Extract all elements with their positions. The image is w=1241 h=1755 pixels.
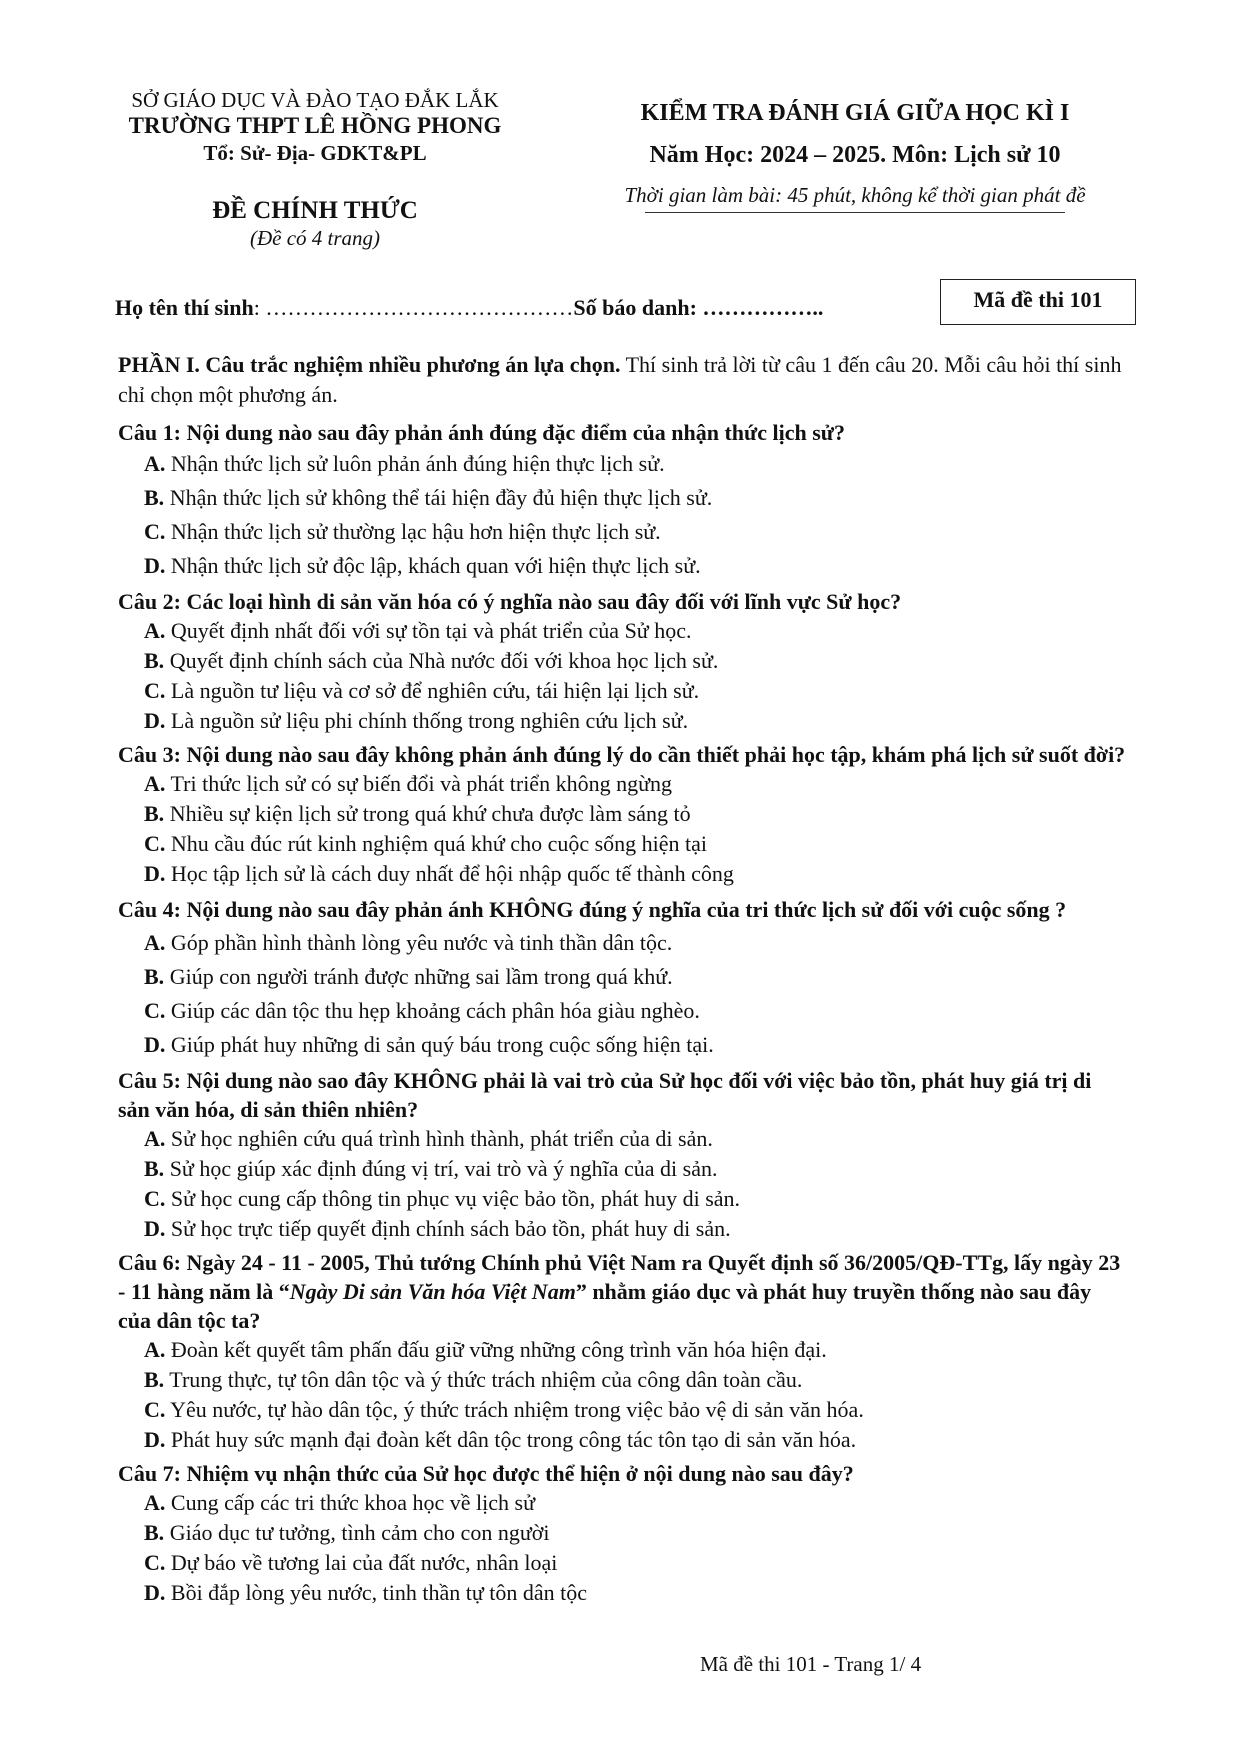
option-key: D.: [144, 1427, 166, 1452]
option-text: Góp phần hình thành lòng yêu nước và tinh thần dân tộc.: [165, 930, 673, 955]
option-key: C.: [144, 519, 166, 544]
option-text: Nhận thức lịch sử luôn phản ánh đúng hiện thực lịch sử.: [165, 451, 665, 476]
option-b: [118, 960, 1128, 994]
option-d: [118, 859, 1128, 889]
pages-note: (Đề có 4 trang): [249, 226, 381, 250]
department-name: SỞ GIÁO DỤC VÀ ĐÀO TẠO ĐẮK LẮK: [131, 88, 499, 112]
option-text: Nhu cầu đúc rút kinh nghiệm quá khứ cho cuộc sống hiện tại: [165, 831, 708, 856]
option-key: A.: [144, 1490, 166, 1515]
question-6: [118, 1248, 1128, 1455]
exam-code-box: Mã đề thi 101: [940, 279, 1136, 325]
school-name: TRƯỜNG THPT LÊ HỒNG PHONG: [128, 113, 502, 138]
option-key: C.: [144, 998, 166, 1023]
question-3: [118, 740, 1128, 889]
option-text: Cung cấp các tri thức khoa học về lịch sử: [165, 1490, 536, 1515]
option-text: Quyết định nhất đối với sự tồn tại và phát triển của Sử học.: [165, 618, 692, 643]
exam-title: KIỂM TRA ĐÁNH GIÁ GIỮA HỌC KÌ I: [640, 100, 1070, 126]
option-key: A.: [144, 618, 166, 643]
header-exam-block: [560, 98, 1150, 213]
time-note: Thời gian làm bài: 45 phút, không kể thời gian phát đề: [624, 183, 1086, 207]
option-text: Giúp phát huy những di sản quý báu trong cuộc sống hiện tại.: [165, 1032, 714, 1057]
option-d: [118, 549, 1128, 583]
group-name: Tổ: Sử- Địa- GDKT&PL: [203, 141, 427, 165]
option-key: D.: [144, 708, 166, 733]
option-a: [118, 447, 1128, 481]
option-d: [118, 1028, 1128, 1062]
option-d: [118, 1214, 1128, 1244]
option-text: Sử học cung cấp thông tin phục vụ việc bảo tồn, phát huy di sản.: [165, 1186, 741, 1211]
option-c: [118, 1395, 1128, 1425]
option-text: Bồi đắp lòng yêu nước, tinh thần tự tôn dân tộc: [165, 1580, 588, 1605]
year-subject: Năm Học: 2024 – 2025. Môn: Lịch sử 10: [649, 142, 1061, 168]
option-key: A.: [144, 451, 166, 476]
option-a: [118, 616, 1128, 646]
question-5: [118, 1066, 1128, 1244]
option-a: [118, 1488, 1128, 1518]
option-key: C.: [144, 831, 166, 856]
header-divider: [645, 212, 1065, 213]
option-key: B.: [144, 1520, 165, 1545]
option-a: [118, 769, 1128, 799]
option-key: B.: [144, 964, 165, 989]
question-stem: Câu 1: Nội dung nào sau đây phản ánh đúng đặc điểm của nhận thức lịch sử?: [118, 420, 845, 445]
option-key: A.: [144, 1337, 166, 1362]
option-text: Sử học trực tiếp quyết định chính sách bảo tồn, phát huy di sản.: [165, 1216, 731, 1241]
header-school-block: [100, 88, 530, 250]
question-stem: Câu 7: Nhiệm vụ nhận thức của Sử học được thể hiện ở nội dung nào sau đây?: [118, 1461, 854, 1486]
question-stem: [118, 1248, 1128, 1335]
option-d: [118, 706, 1128, 736]
option-key: D.: [144, 1580, 166, 1605]
question-7: [118, 1459, 1128, 1608]
option-key: A.: [144, 771, 166, 796]
option-a: [118, 1124, 1128, 1154]
option-key: B.: [144, 801, 165, 826]
option-c: [118, 994, 1128, 1028]
option-text: Nhiều sự kiện lịch sử trong quá khứ chưa được làm sáng tỏ: [164, 801, 691, 826]
question-4: [118, 893, 1128, 1062]
option-key: A.: [144, 1126, 166, 1151]
question-1: [118, 418, 1128, 583]
option-text: Trung thực, tự tôn dân tộc và ý thức trách nhiệm của công dân toàn cầu.: [164, 1367, 803, 1392]
candidate-info: [115, 295, 823, 321]
option-text: Dự báo về tương lai của đất nước, nhân loại: [165, 1550, 558, 1575]
option-b: [118, 1365, 1128, 1395]
option-key: D.: [144, 553, 166, 578]
option-key: D.: [144, 1216, 166, 1241]
option-b: [118, 1518, 1128, 1548]
option-text: Giúp con người tránh được những sai lầm trong quá khứ.: [164, 964, 673, 989]
exam-content: [118, 350, 1128, 1608]
option-c: [118, 515, 1128, 549]
page-footer: Mã đề thi 101 - Trang 1/ 4: [700, 1652, 922, 1676]
option-key: B.: [144, 485, 165, 510]
question-stem: Câu 5: Nội dung nào sao đây KHÔNG phải là vai trò của Sử học đối với việc bảo tồn, phát huy giá trị di sản văn hóa, di sản thiên nhiên?: [118, 1068, 1092, 1122]
option-key: B.: [144, 648, 165, 673]
option-key: C.: [144, 678, 166, 703]
option-text: Sử học giúp xác định đúng vị trí, vai trò và ý nghĩa của di sản.: [164, 1156, 718, 1181]
section-title: PHẦN I. Câu trắc nghiệm nhiều phương án lựa chọn.: [118, 352, 621, 377]
option-key: A.: [144, 930, 166, 955]
candidate-name-label: Họ tên thí sinh: [115, 295, 254, 320]
question-stem: Câu 4: Nội dung nào sau đây phản ánh KHÔNG đúng ý nghĩa của tri thức lịch sử đối với cuộc sống ?: [118, 897, 1067, 922]
option-d: [118, 1578, 1128, 1608]
option-text: Nhận thức lịch sử thường lạc hậu hơn hiện thực lịch sử.: [165, 519, 661, 544]
option-key: C.: [144, 1550, 166, 1575]
section-header: [118, 350, 1128, 410]
option-text: Đoàn kết quyết tâm phấn đấu giữ vững những công trình văn hóa hiện đại.: [165, 1337, 827, 1362]
candidate-name-blank: : ……………………………………: [253, 295, 574, 320]
option-a: [118, 1335, 1128, 1365]
option-d: [118, 1425, 1128, 1455]
question-stem: Câu 2: Các loại hình di sản văn hóa có ý nghĩa nào sau đây đối với lĩnh vực Sử học?: [118, 589, 902, 614]
option-text: Nhận thức lịch sử không thể tái hiện đầy đủ hiện thực lịch sử.: [164, 485, 713, 510]
option-text: Là nguồn tư liệu và cơ sở để nghiên cứu, tái hiện lại lịch sử.: [165, 678, 700, 703]
candidate-id-label: Số báo danh: ……………..: [573, 295, 824, 320]
option-b: [118, 1154, 1128, 1184]
option-key: B.: [144, 1156, 165, 1181]
option-b: [118, 481, 1128, 515]
option-c: [118, 1548, 1128, 1578]
option-key: D.: [144, 1032, 166, 1057]
option-a: [118, 926, 1128, 960]
question-stem: Câu 3: Nội dung nào sau đây không phản ánh đúng lý do cần thiết phải học tập, khám phá lịch sử suốt đời?: [118, 742, 1126, 767]
official-status: ĐỀ CHÍNH THỨC: [212, 197, 418, 224]
option-text: Học tập lịch sử là cách duy nhất để hội nhập quốc tế thành công: [165, 861, 734, 886]
option-c: [118, 676, 1128, 706]
section-instruction: Thí sinh trả lời từ câu 1 đến câu 20. Mỗi câu hỏi thí sinh chỉ chọn một phương án.: [118, 352, 1122, 407]
option-text: Là nguồn sử liệu phi chính thống trong nghiên cứu lịch sử.: [165, 708, 689, 733]
option-text: Quyết định chính sách của Nhà nước đối với khoa học lịch sử.: [164, 648, 719, 673]
option-key: C.: [144, 1397, 166, 1422]
option-text: Yêu nước, tự hào dân tộc, ý thức trách nhiệm trong việc bảo vệ di sản văn hóa.: [165, 1397, 864, 1422]
stem-emphasis: Ngày Di sản Văn hóa Việt Nam: [289, 1279, 576, 1304]
option-c: [118, 1184, 1128, 1214]
option-text: Giúp các dân tộc thu hẹp khoảng cách phân hóa giàu nghèo.: [165, 998, 700, 1023]
option-text: Sử học nghiên cứu quá trình hình thành, phát triển của di sản.: [165, 1126, 713, 1151]
option-key: D.: [144, 861, 166, 886]
stem-part: ” nhằm giáo dục và phát huy truyền thống nào sau đây của dân tộc ta?: [118, 1279, 1092, 1333]
stem-part: Câu 6: Ngày 24 - 11 - 2005, Thủ tướng Chính phủ Việt Nam ra Quyết định số 36/2005/QĐ-TTg, lấy ngày 23 - 11 hàng năm là “: [118, 1250, 1121, 1304]
question-2: [118, 587, 1128, 736]
option-key: B.: [144, 1367, 165, 1392]
option-text: Phát huy sức mạnh đại đoàn kết dân tộc trong công tác tôn tạo di sản văn hóa.: [165, 1427, 857, 1452]
option-text: Tri thức lịch sử có sự biến đổi và phát triển không ngừng: [165, 771, 672, 796]
option-b: [118, 646, 1128, 676]
option-b: [118, 799, 1128, 829]
option-text: Giáo dục tư tưởng, tình cảm cho con người: [164, 1520, 550, 1545]
option-c: [118, 829, 1128, 859]
option-key: C.: [144, 1186, 166, 1211]
option-text: Nhận thức lịch sử độc lập, khách quan với hiện thực lịch sử.: [165, 553, 701, 578]
